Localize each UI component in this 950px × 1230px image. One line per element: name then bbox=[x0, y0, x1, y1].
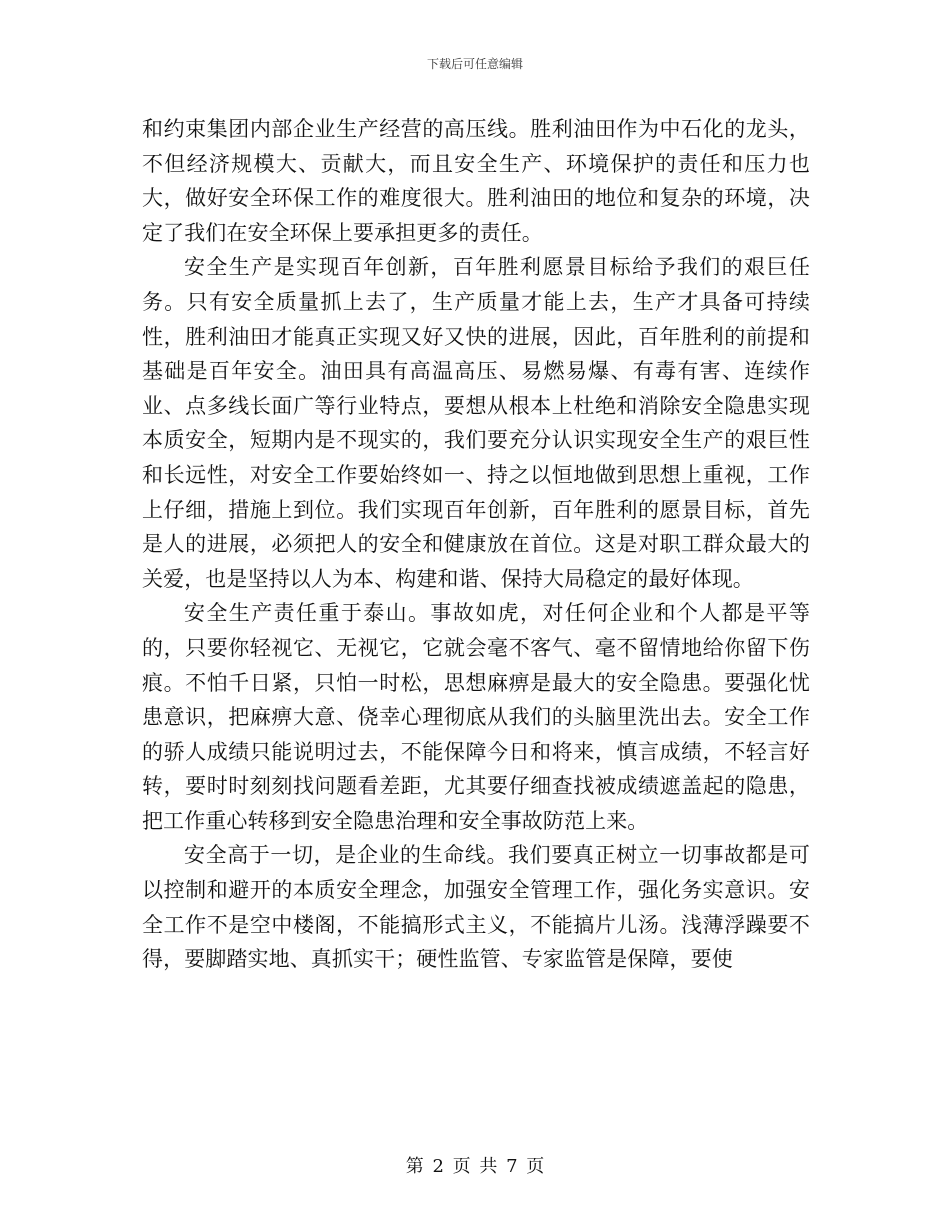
paragraph: 安全生产是实现百年创新，百年胜利愿景目标给予我们的艰巨任务。只有安全质量抓上去了，生产质量才能上去，生产才具备可持续性，胜利油田才能真正实现又好又快的进展，因此，百年胜利的前提和基础是百年安全。油田具有高温高压、易燃易爆、有毒有害、连续作业、点多线长面广等行业特点，要想从根本上杜绝和消除安全隐患实现本质安全，短期内是不现实的，我们要充分认识实现安全生产的艰巨性和长远性，对安全工作要始终如一、持之以恒地做到思想上重视，工作上仔细，措施上到位。我们实现百年创新，百年胜利的愿景目标，首先是人的进展，必须把人的安全和健康放在首位。这是对职工群众最大的关爱，也是坚持以人为本、构建和谐、保持大局稳定的最好体现。 bbox=[142, 255, 810, 591]
page-header-note: 下载后可任意编辑 bbox=[426, 57, 523, 71]
document-body bbox=[142, 112, 810, 977]
paragraph: 安全高于一切，是企业的生命线。我们要真正树立一切事故都是可以控制和避开的本质安全理念，加强安全管理工作，强化务实意识。安全工作不是空中楼阁，不能搞形式主义，不能搞片儿汤。浅薄浮躁要不得，要脚踏实地、真抓实干；硬性监管、专家监管是保障，要使 bbox=[142, 843, 810, 972]
paragraph: 安全生产责任重于泰山。事故如虎，对任何企业和个人都是平等的，只要你轻视它、无视它，它就会毫不客气、毫不留情地给你留下伤痕。不怕千日紧，只怕一时松，思想麻痹是最大的安全隐患。要强化忧患意识，把麻痹大意、侥幸心理彻底从我们的头脑里洗出去。安全工作的骄人成绩只能说明过去，不能保障今日和将来，慎言成绩，不轻言好转，要时时刻刻找问题看差距，尤其要仔细查找被成绩遮盖起的隐患，把工作重心转移到安全隐患治理和安全事故防范上来。 bbox=[142, 601, 810, 833]
page-number-footer: 第 2 页 共 7 页 bbox=[405, 1156, 545, 1177]
paragraph-continued: 和约束集团内部企业生产经营的高压线。胜利油田作为中石化的龙头，不但经济规模大、贡献大，而且安全生产、环境保护的责任和压力也大，做好安全环保工作的难度很大。胜利油田的地位和复杂的环境，决定了我们在安全环保上要承担更多的责任。 bbox=[142, 117, 810, 245]
